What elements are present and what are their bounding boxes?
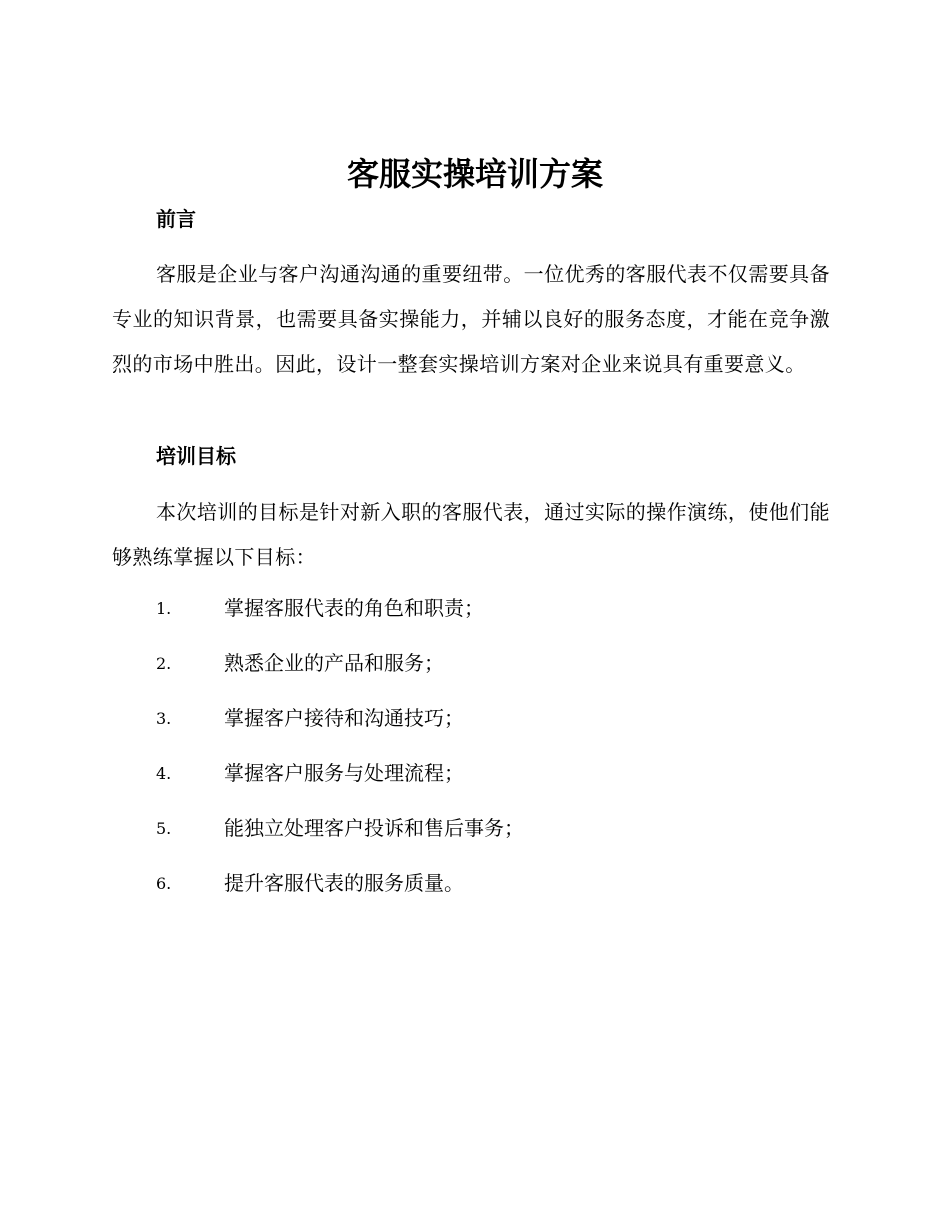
document-title: 客服实操培训方案: [346, 155, 603, 193]
list-item-number: 4.: [156, 764, 172, 783]
list-item-text: 掌握客户接待和沟通技巧；: [224, 706, 464, 730]
list-item-text: 提升客服代表的服务质量。: [224, 871, 464, 895]
list-item-number: 3.: [156, 709, 172, 728]
list-item-number: 2.: [156, 654, 172, 673]
list-item-number: 5.: [156, 819, 172, 838]
preface-paragraph: 客服是企业与客户沟通沟通的重要纽带。一位优秀的客服代表不仅需要具备专业的知识背景，也需要具备实操能力，并辅以良好的服务态度，才能在竞争激烈的市场中胜出。因此，设计一整套实操培训方案对企业来说具有重要意义。: [112, 262, 830, 376]
section-heading-preface: 前言: [156, 207, 196, 231]
list-item-text: 掌握客户服务与处理流程；: [224, 761, 464, 785]
list-item-text: 能独立处理客户投诉和售后事务；: [224, 816, 524, 840]
list-item-text: 熟悉企业的产品和服务；: [224, 651, 444, 675]
section-heading-training-goals: 培训目标: [156, 444, 236, 468]
list-item-text: 掌握客服代表的角色和职责；: [224, 596, 484, 620]
list-item-number: 1.: [156, 599, 172, 618]
training-goals-paragraph: 本次培训的目标是针对新入职的客服代表，通过实际的操作演练，使他们能够熟练掌握以下目标：: [112, 500, 830, 569]
list-item-number: 6.: [156, 874, 172, 893]
